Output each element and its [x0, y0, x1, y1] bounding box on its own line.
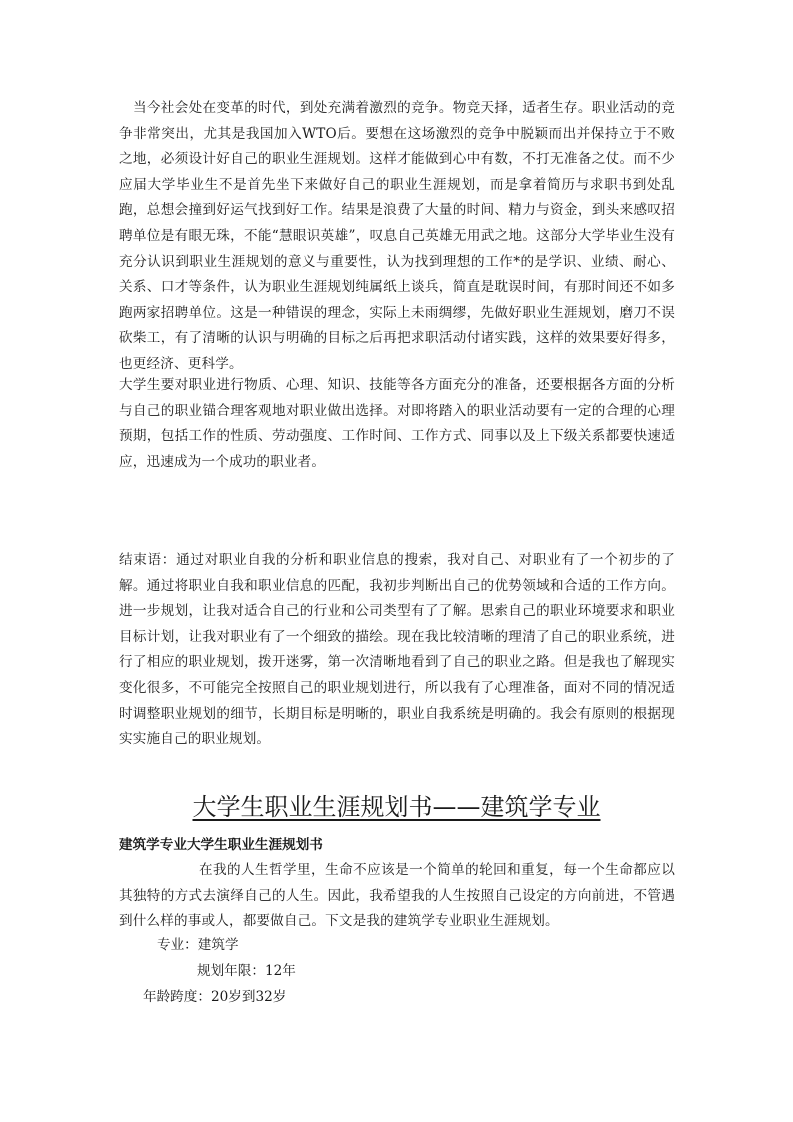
major-line: 专业：建筑学: [157, 937, 239, 953]
intro-paragraph: 当今社会处在变革的时代，到处充满着激烈的竞争。物竞天择，适者生存。职业活动的竞争非常突出，尤其是我国加入WTO后。要想在这场激烈的竞争中脱颖而出并保持立于不败之地，必须设计好自己的职业生涯规划。这样才能做到心中有数，不打无准备之仗。而不少应届大学毕业生不是首先坐下来做好自己的职业生涯规划，而是拿着简历与求职书到处乱跑，总想会撞到好运气找到好工作。结果是浪费了大量的时间、精力与资金，到头来感叹招聘单位是有眼无珠，不能“慧眼识英雄”，叹息自己英雄无用武之地。这部分大学毕业生没有充分认识到职业生涯规划的意义与重要性，认为找到理想的工作*的是学识、业绩、耐心、关系、口才等条件，认为职业生涯规划纯属纸上谈兵，简直是耽误时间，有那时间还不如多跑两家招聘单位。这是一种错误的理念，实际上未雨绸缪，先做好职业生涯规划，磨刀不误砍柴工，有了清晰的认识与明确的目标之后再把求职活动付诸实践，这样的效果要好得多，也更经济、更科学。: [119, 100, 675, 372]
section-subtitle: 建筑学专业大学生职业生涯规划书: [119, 837, 323, 853]
age-span-line: 年龄跨度：20岁到32岁: [143, 989, 287, 1005]
section-title: 大学生职业生涯规划书——建筑学专业: [192, 793, 601, 821]
preparation-paragraph: 大学生要对职业进行物质、心理、知识、技能等各方面充分的准备，还要根据各方面的分析与自己的职业锚合理客观地对职业做出选择。对即将踏入的职业活动要有一定的合理的心理预期，包括工作的性质、劳动强度、工作时间、工作方式、同事以及上下级关系都要快速适应，迅速成为一个成功的职业者。: [119, 377, 675, 470]
philosophy-paragraph: 在我的人生哲学里，生命不应该是一个简单的轮回和重复，每一个生命都应以其独特的方式去演绎自己的人生。因此，我希望我的人生按照自己设定的方向前进，不管遇到什么样的事或人，都要做自己。下文是我的建筑学专业职业生涯规划。: [119, 862, 675, 930]
conclusion-paragraph: 结束语：通过对职业自我的分析和职业信息的搜索，我对自己、对职业有了一个初步的了解。通过将职业自我和职业信息的匹配，我初步判断出自己的优势领域和合适的工作方向。进一步规划，让我对适合自己的行业和公司类型有了了解。思索自己的职业环境要求和职业目标计划，让我对职业有了一个细致的描绘。现在我比较清晰的理清了自己的职业系统，进行了相应的职业规划，拨开迷雾，第一次清晰地看到了自己的职业之路。但是我也了解现实变化很多，不可能完全按照自己的职业规划进行，所以我有了心理准备，面对不同的情况适时调整职业规划的细节，长期目标是明晰的，职业自我系统是明确的。我会有原则的根据现实实施自己的职业规划。: [119, 552, 675, 748]
plan-period-line: 规划年限：12年: [197, 963, 296, 979]
